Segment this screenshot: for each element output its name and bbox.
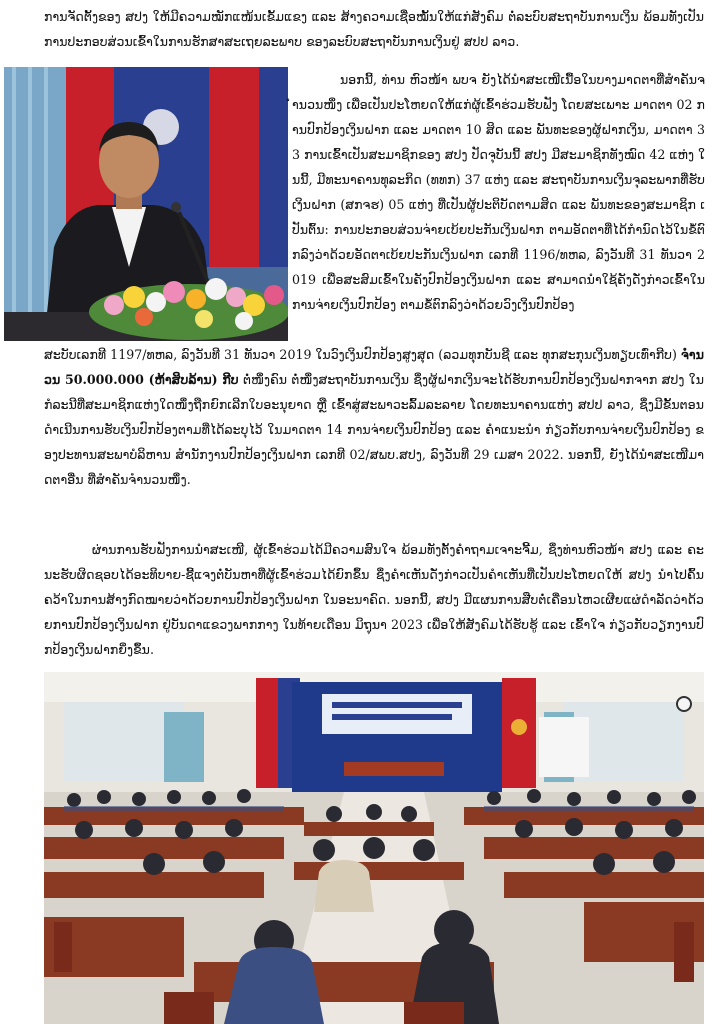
paragraph-main-continued-a: ສະບັບເລກທີ 1197/ທຫລ, ລົງວັນທີ 31 ທັນວາ 2019 ໃນວົງເງິນປົກປ້ອງສູງສຸດ (ລວມທຸກບັນຊີ ແລະ ທຸກສະກຸນເງິນທຽບເທົ່າກີບ) [44,347,681,362]
speaker-photo [4,67,288,341]
paragraph-conclusion: ຜ່ານການຮັບຟັງການນຳສະເໜີ, ຜູ້ເຂົ້າຮ່ວມໄດ້ມີຄວາມສົນໃຈ ພ້ອມທັງຕັ້ງຄຳຖາມເຈາະຈີ້ມ, ຊຶ່ງທ່ານຫົວໜ້າ ສປງ ແລະ ຄະນະຮັບຜິດຊອບໄດ້ອະທິບາຍ-ຊີ້ແຈງຕໍ່ບັນຫາທີ່ຜູ້ເຂົ້າຮ່ວມໄດ້ຍົກຂຶ້ນ ຊຶ່ງຄຳເຫັນດັ່ງກ່າວເປັນຄຳເຫັນທີ່ເປັນປະໂຫຍດໃຫ້ ສປງ ນຳໄປຄົ້ນຄວ້າໃນການສ້າງກົດໝາຍວ່າດ້ວຍການປົກປ້ອງເງິນຝາກ ໃນອະນາຄົດ. ນອກນີ້, ສປງ ມີແຜນການສືບຕໍ່ເຄື່ອນໄຫວເຜີຍແຜ່ດຳລັດວ່າດ້ວຍການປົກປ້ອງເງິນຝາກ ຢູ່ບັນດາແຂວງພາກກາງ ໃນທ້າຍເດືອນ ມິຖຸນາ 2023 ເພື່ອໃຫ້ສັງຄົມໄດ້ຮັບຮູ້ ແລະ ເຂົ້າໃຈ ກ່ຽວກັບວຽກງານປົກປ້ອງເງິນຝາກຍິ່ງຂຶ້ນ. [44,542,704,657]
paragraph-main-side: ນອກນີ້, ທ່ານ ຫົວໜ້າ ພບຈ ຍັງໄດ້ນຳສະເໜີເນື້ອໃນບາງມາດຕາທີ່ສຳຄັນຈຳນວນໜຶ່ງ ເພື່ອເປັນປະໂຫຍດໃຫ້ແກ່ຜູ້ເຂົ້າຮ່ວມຮັບຟັງ ໂດຍສະເພາະ ມາດຕາ 02 ການປົກປ້ອງເງິນຝາກ ແລະ ມາດຕາ 10 ສິດ ແລະ ພັນທະຂອງຜູ້ຝາກເງິນ, ມາດຕາ 33 ການເຂົ້າເປັນສະມາຊິກຂອງ ສປງ ປັດຈຸບັນນີ້ ສປງ ມີສະມາຊິກທັງໝົດ 42 ແຫ່ງ ໃນນີ້, ມີທະນາຄານທຸລະກິດ (ທທກ) 37 ແຫ່ງ ແລະ ສະຖາບັນການເງິນຈຸລະພາກທີ່ຮັບເງິນຝາກ (ສກຈຮ) 05 ແຫ່ງ ທີ່ເປັນຜູ້ປະຕິບັດຕາມສິດ ແລະ ພັນທະຂອງສະມາຊິກ ເປັນຕົ້ນ: ການປະກອບສ່ວນຈ່າຍເບ້ຍປະກັນເງິນຝາກ ຕາມອັດຕາທີ່ໄດ້ກຳນົດໄວ້ໃນຂໍ້ຕົກລົງວ່າດ້ວຍອັດຕາເບ້ຍປະກັນເງິນຝາກ ເລກທີ 1196/ທຫລ, ລົງວັນທີ 31 ທັນວາ 2019 ເພື່ອສະສົມເຂົ້າໃນຄັງປົກປ້ອງເງິນຝາກ ແລະ ສາມາດນຳໃຊ້ຄັງດັ່ງກ່າວເຂົ້າໃນການຈ່າຍເງິນປົກປ້ອງ ຕາມຂໍ້ຕົກລົງວ່າດ້ວຍວົງເງິນປົກປ້ອງ [292,72,705,312]
coverage-amount: ຈຳນວນ 50.000.000 (ຫ້າສິບລ້ານ) ກີບ [44,347,704,387]
paragraph-main-continued-b: ຕໍ່ໜຶ່ງຄົນ ຕໍ່ໜຶ່ງສະຖາບັນການເງິນ ຊຶ່ງຜູ້ຝາກເງິນຈະໄດ້ຮັບການປົກປ້ອງເງິນຝາກຈາກ ສປງ ໃນກໍລະນີທີ່ສະມາຊິກແຫ່ງໃດໜຶ່ງຖືກຍົກເລີກໃບອະນຸຍາດ ຫຼື ເຂົ້າສູ່ສະພາວະລົ້ມລະລາຍ ໂດຍທະນາຄານແຫ່ງ ສປປ ລາວ, ຊຶ່ງມີຂັ້ນຕອນດຳເນີນການຮັບເງິນປົກປ້ອງຕາມທີ່ໄດ້ລະບຸໄວ້ ໃນມາດຕາ 14 ການຈ່າຍເງິນປົກປ້ອງ ແລະ ຄຳແນະນຳ ກ່ຽວກັບການຈ່າຍເງິນປົກປ້ອງ ຂອງປະທານສະພາບໍລິຫານ ສຳນັກງານປົກປ້ອງເງິນຝາກ ເລກທີ 02/ສພບ.ສປງ, ລົງວັນທີ 29 ເມສາ 2022. ນອກນີ້, ຍັງໄດ້ນຳສະເໜີມາດຕາອື່ນ ທີ່ສຳຄັນຈຳນວນໜຶ່ງ. [44,372,704,487]
paragraph-intro: ການຈັດຕັ້ງຂອງ ສປງ ໃຫ້ມີຄວາມໝັກແໜ້ນເຂັ້ມແຂງ ແລະ ສ້າງຄວາມເຊື່ອໝັ້ນໃຫ້ແກ່ສັງຄົມ ຕໍ່ລະບົບສະຖາບັນການເງິນ ພ້ອມທັງເປັນການປະກອບສ່ວນເຂົ້າໃນການຮັກສາສະເຖຍລະພາບ ຂອງລະບົບສະຖາບັນການເງິນຢູ່ ສປປ ລາວ. [44,9,704,49]
paragraph-main-continued [44,342,704,492]
conference-hall-photo [44,672,704,1024]
conference-hall-illustration [44,672,704,1024]
speaker-photo-illustration [4,67,288,341]
